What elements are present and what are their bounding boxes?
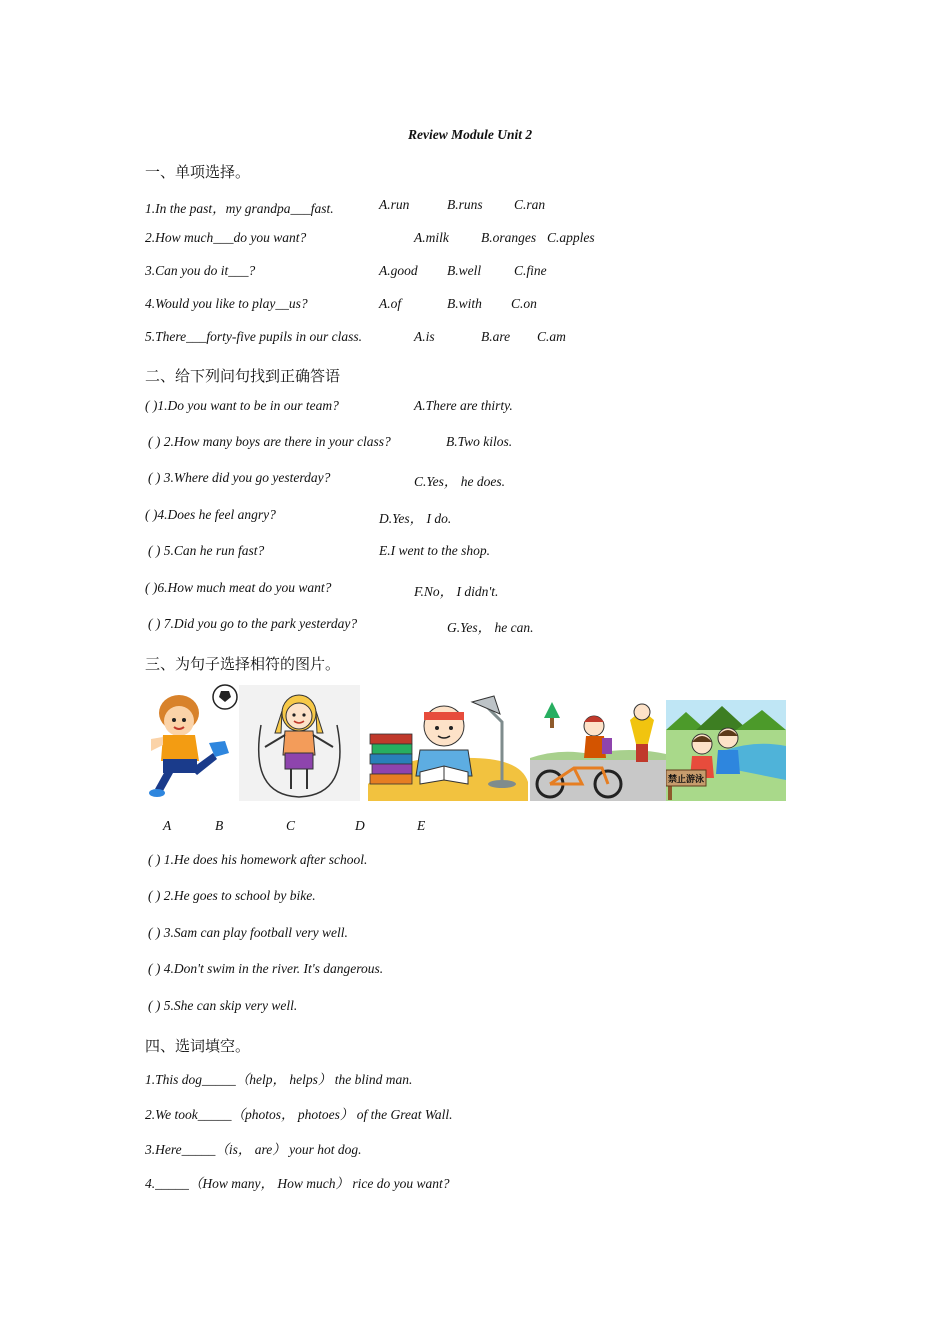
mc-question-3: 3.Can you do it___? — [145, 263, 256, 278]
picture-label-d: D — [355, 818, 365, 833]
fill-question-1: 1.This dog_____（help， helps） the blind man. — [145, 1072, 413, 1087]
picture-question-2: ( ) 2.He goes to school by bike. — [148, 888, 316, 903]
match-question-2: ( ) 2.How many boys are there in your class? — [148, 434, 391, 449]
match-answer-f: F.No， I didn't. — [414, 584, 499, 599]
section-heading-3: 三、为句子选择相符的图片。 — [145, 655, 341, 673]
mc-option-3a: A.good — [379, 263, 418, 278]
picture-c-homework-boy — [360, 684, 530, 801]
match-question-3: ( ) 3.Where did you go yesterday? — [148, 470, 331, 485]
mc-question-5: 5.There___forty-five pupils in our class. — [145, 329, 362, 344]
picture-d-bike-boy — [530, 698, 666, 801]
match-answer-g: G.Yes， he can. — [447, 620, 534, 635]
mc-option-5a: A.is — [414, 329, 435, 344]
match-question-6: ( )6.How much meat do you want? — [145, 580, 332, 595]
picture-question-4: ( ) 4.Don't swim in the river. It's dangerous. — [148, 961, 384, 976]
picture-label-e: E — [417, 818, 426, 833]
section-heading-2: 二、给下列问句找到正确答语 — [145, 367, 341, 385]
picture-label-b: B — [215, 818, 224, 833]
mc-option-4c: C.on — [511, 296, 537, 311]
match-question-1: ( )1.Do you want to be in our team? — [145, 398, 339, 413]
picture-e-river-sign — [666, 700, 786, 801]
mc-question-2: 2.How much___do you want? — [145, 230, 307, 245]
mc-option-1b: B.runs — [447, 197, 483, 212]
fill-question-2: 2.We took_____（photos， photoes） of the Great Wall. — [145, 1107, 453, 1122]
match-question-5: ( ) 5.Can he run fast? — [148, 543, 265, 558]
picture-label-c: C — [286, 818, 296, 833]
picture-question-5: ( ) 5.She can skip very well. — [148, 998, 298, 1013]
page-title: Review Module Unit 2 — [408, 127, 533, 142]
mc-option-1c: C.ran — [514, 197, 546, 212]
match-answer-c: C.Yes， he does. — [414, 474, 506, 489]
picture-question-3: ( ) 3.Sam can play football very well. — [148, 925, 348, 940]
match-answer-e: E.I went to the shop. — [379, 543, 490, 558]
picture-b-skipping-girl — [239, 685, 360, 801]
mc-option-4b: B.with — [447, 296, 482, 311]
picture-a-football-boy — [143, 683, 239, 801]
mc-option-2b: B.oranges — [481, 230, 537, 245]
mc-option-3c: C.fine — [514, 263, 547, 278]
match-answer-a: A.There are thirty. — [414, 398, 513, 413]
match-question-7: ( ) 7.Did you go to the park yesterday? — [148, 616, 358, 631]
mc-option-2c: C.apples — [547, 230, 595, 245]
match-answer-d: D.Yes， I do. — [379, 511, 452, 526]
match-answer-b: B.Two kilos. — [446, 434, 513, 449]
match-question-4: ( )4.Does he feel angry? — [145, 507, 276, 522]
mc-option-5c: C.am — [537, 329, 566, 344]
section-heading-1: 一、单项选择。 — [145, 163, 251, 181]
no-swimming-sign: 禁止游泳 — [667, 775, 705, 785]
mc-question-4: 4.Would you like to play__us? — [145, 296, 308, 311]
mc-option-2a: A.milk — [414, 230, 449, 245]
section-heading-4: 四、选词填空。 — [145, 1037, 251, 1055]
mc-option-5b: B.are — [481, 329, 511, 344]
picture-label-a: A — [163, 818, 172, 833]
mc-option-3b: B.well — [447, 263, 482, 278]
mc-option-4a: A.of — [379, 296, 402, 311]
fill-question-4: 4._____（How many， How much） rice do you want? — [145, 1176, 450, 1191]
fill-question-3: 3.Here_____（is， are） your hot dog. — [145, 1142, 362, 1157]
mc-option-1a: A.run — [379, 197, 410, 212]
picture-question-1: ( ) 1.He does his homework after school. — [148, 852, 368, 867]
mc-question-1: 1.In the past，my grandpa___fast. — [145, 201, 334, 216]
